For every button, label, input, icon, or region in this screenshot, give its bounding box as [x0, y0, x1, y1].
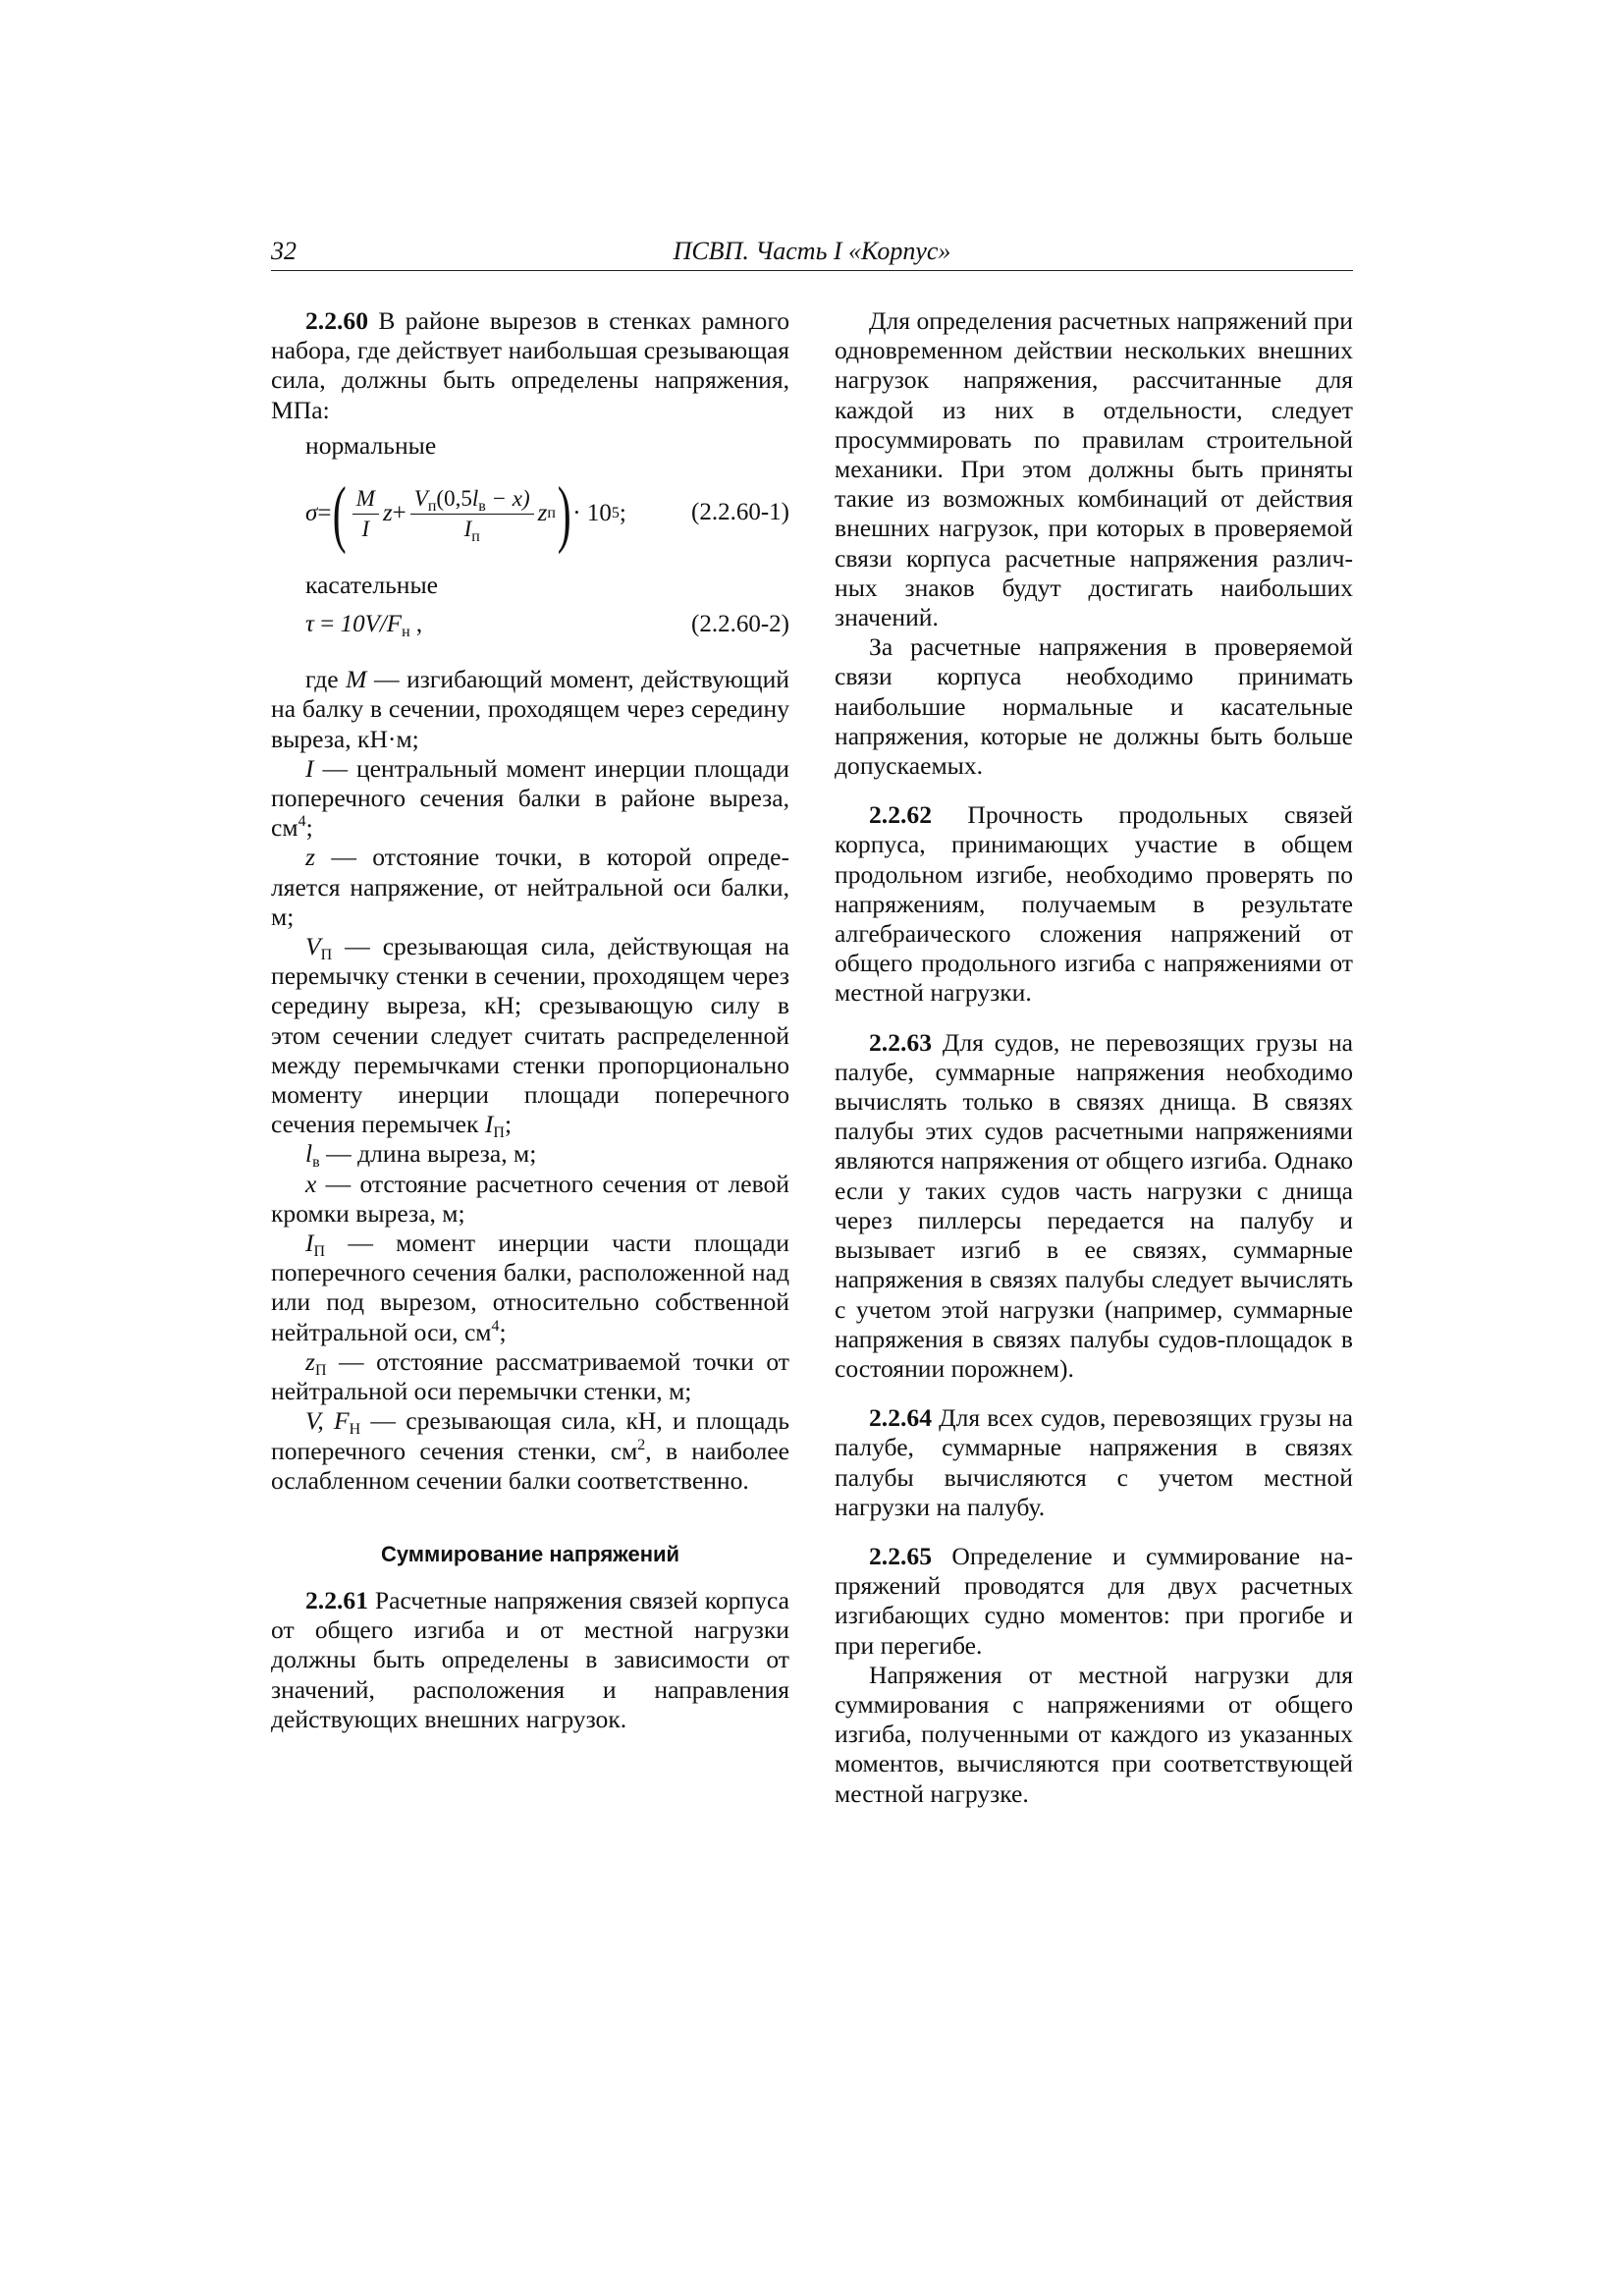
formula-expression: $\tau = 10V/F_н$ , [305, 611, 423, 641]
clause-number: 2.2.62 [869, 800, 932, 830]
equation-number: (2.2.60-1) [691, 499, 789, 526]
paragraph-2-2-63: 2.2.63 Для судов, не перевозящих грузы на палубе, суммарные напряжения необходимо вычислять только в связях днища. В связях палубы этих судов расчетными напряжениями являются напряжения от общего изгиба. Однако если у таких судов часть нагрузки с днища через пиллерсы передается на палубу и вызывает изгиб в ее связях, суммарные напряжения в связях палубы следует вычислять с учетом этой нагрузки (например, суммарные напряжения в связях палубы судов-площадок в состоянии порожнем). [835, 1027, 1353, 1383]
clause-number: 2.2.64 [869, 1403, 932, 1433]
def-zp: $z_П$ — отстояние рассматриваемой точки от нейтральной оси перемычки стенки, м; [271, 1346, 789, 1406]
formula-2-2-60-2 [271, 608, 789, 645]
paragraph-2-2-61: 2.2.61 Расчетные напряжения связей корпуса от общего изгиба и от местной нагрузки должны быть определены в зависимости от значений, расположения и направления действующих внешних нагрузок. [271, 1585, 789, 1733]
page-number: 32 [271, 237, 297, 265]
paragraph-local-load: Напряжения от местной нагрузки для суммирования с напряжениями от общего изгиба, полученными от каждого из указанных моментов, вычисляются при соответствующей местной нагрузке. [835, 1660, 1353, 1808]
paragraph-2-2-62: 2.2.62 Прочность продольных связей корпуса, принимающих участие в общем продольном изгибе, необходимо проверять по напряжениям, получаемым в результате алгебраического сложения напряжений от общего продольного изгиба с напряжениями от местной нагрузки. [835, 800, 1353, 1008]
def-V-F: V, $F_Н$ — срезывающая сила, кН, и площадь поперечного сечения стенки, $см^2$, в наиболее ослабленном сечении балки соответственно. [271, 1406, 790, 1495]
paragraph-2-2-64: 2.2.64 Для всех судов, перевозящих грузы на палубе, суммарные напряжения в связях палубы вычисляются с учетом местной нагрузки на палубу. [835, 1403, 1353, 1521]
page-header [271, 237, 1353, 271]
fraction-Vp-over-Ip: $\frac{V_п(0,5l_в - x)}{I_п}$ [410, 485, 534, 543]
tangential-label: касательные [305, 571, 439, 600]
right-column [835, 306, 1353, 1809]
running-title: ПСВП. Часть I «Корпус» [673, 237, 951, 265]
paragraph-2-2-65: 2.2.65 Определение и суммирование напряжений проводятся для двух расчетных изгибающих судно моментов: при прогибе и при перегибе. [835, 1541, 1353, 1660]
normal-label: нормальные [305, 430, 437, 460]
def-z: z — отстояние точки, в которой определяется напряжение, от нейтральной оси балки, м; [271, 843, 789, 931]
formula-2-2-60-1 [271, 468, 789, 559]
clause-number: 2.2.61 [305, 1585, 368, 1614]
def-x: x — отстояние расчетного сечения от левой кромки выреза, м; [271, 1169, 789, 1228]
def-Ip: $I_П$ — момент инерции части площади поперечного сечения балки, расположенной над или под вырезом, относительно собственной нейтральной оси, $см^4$; [271, 1229, 789, 1346]
def-lv: $l_в$ — длина выреза, м; [305, 1139, 537, 1172]
equation-number: (2.2.60-2) [691, 611, 789, 638]
def-I: I — центральный момент инерции площади поперечного сечения балки в районе выреза, $см^4$; [271, 753, 789, 843]
clause-number: 2.2.63 [869, 1027, 932, 1057]
section-heading: Суммирование напряжений [380, 1541, 680, 1566]
paragraph-2-2-60: 2.2.60 В районе вырезов в стенках рамного набора, где действует наибольшая срезывающая сила, должны быть определены напряжения, МПа: [271, 306, 789, 424]
left-column [271, 306, 789, 1734]
def-M: где M — изгибающий момент, действующий на балку в сечении, проходящем через середину выреза, кН·м; [271, 665, 789, 753]
fraction-M-over-I: $\frac{M}{I}$ [352, 485, 379, 543]
formula-expression: σ = ( $\frac{M}{I}$ z + $\frac{V_п(0,5l_в - x)}{I_п}$ z п ) · 10 5 ; [305, 472, 626, 556]
def-Vp: $V_П$ — срезывающая сила, действующая на перемычку стенки в сечении, проходящем через середину выреза, кН; срезывающую силу в этом сечении следует считать распределенной между перемычками стенки пропорционально моменту инерции площади поперечного сечения перемычек $I_П$; [271, 932, 789, 1142]
paragraph-sum-rules: Для определения расчетных напряжений при одновременном действии нескольких внешних нагрузок напряжения, рассчитанные для каждой из них в отдельности, следует просуммировать по правилам строительной механики. При этом должны быть приняты такие из возможных комбинаций от действия внешних нагрузок, при которых в проверяемой связи корпуса расчетные напряжения различных знаков будут достигать наибольших значений. [835, 306, 1353, 632]
clause-number: 2.2.60 [305, 306, 368, 335]
clause-number: 2.2.65 [869, 1541, 932, 1570]
paragraph-design-stresses: За расчетные напряжения в проверяемой связи корпуса необходимо принимать наибольшие нормальные и касательные напряжения, которые не должны быть больше допускаемых. [835, 632, 1353, 781]
